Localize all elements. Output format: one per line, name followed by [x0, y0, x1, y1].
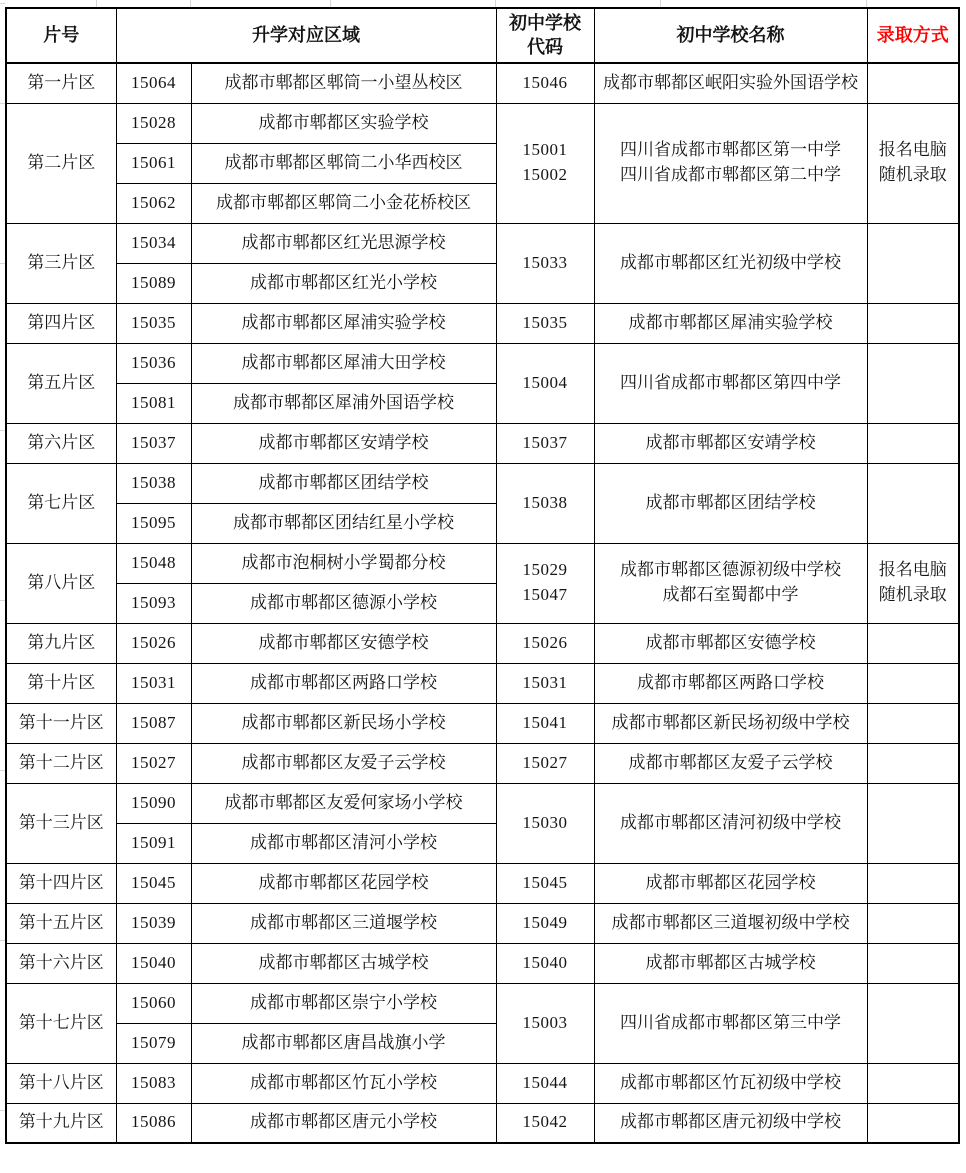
header-admission: 录取方式: [867, 8, 959, 63]
area-code-cell: [116, 983, 191, 1023]
table-row: [6, 903, 959, 943]
district-cell: [6, 103, 116, 223]
district-cell: [6, 623, 116, 663]
area-school-cell: [191, 1103, 496, 1143]
cell-line: 第十片区: [27, 672, 96, 692]
table-row: [6, 543, 959, 583]
cell-line: 15038: [131, 472, 176, 492]
cell-line: 报名电脑随机录取: [878, 560, 947, 604]
area-code-cell: [116, 903, 191, 943]
cell-line: 第六片区: [27, 432, 96, 452]
cell-line: 四川省成都市郫都区第二中学: [620, 165, 841, 184]
mid-name-cell: [594, 703, 867, 743]
area-school-cell: [191, 103, 496, 143]
mid-code-cell: [496, 903, 594, 943]
cell-line: 四川省成都市郫都区第四中学: [620, 372, 841, 392]
cell-line: 成都市郫都区安靖学校: [258, 432, 429, 452]
area-school-cell: [191, 423, 496, 463]
cell-line: 15049: [522, 912, 568, 932]
area-code-cell: [116, 263, 191, 303]
mid-name-cell: [594, 543, 867, 623]
cell-line: 15026: [522, 632, 568, 652]
table-row: [6, 663, 959, 703]
district-cell: [6, 743, 116, 783]
admission-cell: [867, 703, 959, 743]
cell-line: 15031: [522, 672, 568, 692]
area-school-cell: [191, 583, 496, 623]
cell-line: 成都市郫都区团结学校: [258, 472, 429, 492]
cell-line: 15030: [522, 812, 568, 832]
area-school-cell: [191, 503, 496, 543]
table-row: [6, 103, 959, 143]
cell-line: 第九片区: [27, 632, 96, 652]
area-school-cell: [191, 343, 496, 383]
district-cell: [6, 63, 116, 103]
area-school-cell: [191, 383, 496, 423]
cell-line: 15062: [131, 192, 176, 212]
cell-line: 成都市郫都区新民场初级中学校: [611, 712, 850, 732]
cell-line: 15004: [522, 372, 568, 392]
cell-line: 15041: [522, 712, 568, 732]
area-code-cell: [116, 863, 191, 903]
district-cell: [6, 703, 116, 743]
mid-name-cell: [594, 743, 867, 783]
table-row: [6, 783, 959, 823]
mid-code-cell: [496, 1063, 594, 1103]
header-mid-code: 初中学校代码: [496, 8, 594, 63]
table-row: [6, 343, 959, 383]
area-school-cell: [191, 623, 496, 663]
cell-line: 15048: [131, 552, 176, 572]
district-cell: [6, 223, 116, 303]
cell-line: 15039: [131, 912, 176, 932]
cell-line: 第十二片区: [18, 752, 104, 772]
admission-cell: [867, 663, 959, 703]
area-code-cell: [116, 663, 191, 703]
area-school-cell: [191, 1063, 496, 1103]
mid-name-cell: [594, 63, 867, 103]
cell-line: 15040: [522, 952, 568, 972]
cell-line: 成都市郫都区古城学校: [258, 952, 429, 972]
cell-line: 第十六片区: [18, 952, 104, 972]
district-cell: [6, 343, 116, 423]
cell-line: 成都市郫都区清河小学校: [250, 832, 437, 852]
area-school-cell: [191, 1023, 496, 1063]
mid-name-cell: [594, 103, 867, 223]
cell-line: 成都市郫都区红光小学校: [250, 272, 437, 292]
cell-line: 成都市泡桐树小学蜀都分校: [241, 552, 446, 572]
cell-line: 成都市郫都区红光思源学校: [241, 232, 446, 252]
mid-code-cell: [496, 103, 594, 223]
cell-line: 15036: [131, 352, 176, 372]
area-code-cell: [116, 703, 191, 743]
admission-cell: [867, 623, 959, 663]
cell-line: 15045: [522, 872, 568, 892]
area-school-cell: [191, 663, 496, 703]
admission-cell: [867, 903, 959, 943]
header-district: 片号: [6, 8, 116, 63]
cell-line: 报名电脑随机录取: [878, 140, 947, 184]
cell-line: 四川省成都市郫都区第一中学: [620, 140, 841, 160]
admission-cell: [867, 343, 959, 423]
cell-line: 成都市郫都区花园学校: [258, 872, 429, 892]
admission-cell: [867, 943, 959, 983]
cell-line: 成都市郫都区新民场小学校: [241, 712, 446, 732]
mid-name-cell: [594, 223, 867, 303]
cell-line: 成都市郫都区郫筒二小金花桥校区: [216, 192, 471, 212]
area-school-cell: [191, 783, 496, 823]
cell-line: 四川省成都市郫都区第三中学: [620, 1012, 841, 1032]
cell-line: 成都市郫都区两路口学校: [250, 672, 437, 692]
mid-name-cell: [594, 423, 867, 463]
admission-cell: [867, 543, 959, 623]
cell-line: 15027: [131, 752, 176, 772]
cell-line: 15027: [522, 752, 568, 772]
cell-line: 15001: [522, 140, 568, 160]
table-row: [6, 63, 959, 103]
cell-line: 15034: [131, 232, 176, 252]
mid-name-cell: [594, 783, 867, 863]
cell-line: 成都市郫都区清河初级中学校: [620, 812, 841, 832]
cell-line: 15079: [131, 1032, 176, 1052]
cell-line: 第四片区: [27, 312, 96, 332]
header-mid-name: 初中学校名称: [594, 8, 867, 63]
area-code-cell: [116, 1023, 191, 1063]
cell-line: 15083: [131, 1072, 176, 1092]
cell-line: 15029: [522, 560, 568, 580]
cell-line: 15046: [522, 72, 568, 92]
cell-line: 15090: [131, 792, 176, 812]
area-school-cell: [191, 223, 496, 263]
admission-cell: [867, 423, 959, 463]
mid-name-cell: [594, 863, 867, 903]
mid-code-cell: [496, 423, 594, 463]
cell-line: 成都市郫都区唐元初级中学校: [620, 1112, 841, 1132]
area-code-cell: [116, 303, 191, 343]
mid-code-cell: [496, 983, 594, 1063]
header-area: 升学对应区域: [116, 8, 496, 63]
mid-code-cell: [496, 543, 594, 623]
header-row: [6, 8, 959, 63]
table-row: [6, 623, 959, 663]
cell-line: 成都市郫都区犀浦实验学校: [241, 312, 446, 332]
area-school-cell: [191, 823, 496, 863]
admission-cell: [867, 103, 959, 223]
cell-line: 成都市郫都区德源小学校: [250, 592, 437, 612]
area-code-cell: [116, 343, 191, 383]
mid-name-cell: [594, 943, 867, 983]
area-school-cell: [191, 263, 496, 303]
cell-line: 成都市郫都区团结学校: [645, 492, 816, 512]
area-code-cell: [116, 103, 191, 143]
area-code-cell: [116, 143, 191, 183]
cell-line: 成都市郫都区团结红星小学校: [233, 512, 454, 532]
mid-name-cell: [594, 983, 867, 1063]
cell-line: 成都市郫都区竹瓦小学校: [250, 1072, 437, 1092]
admission-cell: [867, 783, 959, 863]
cell-line: 成都市郫都区犀浦实验学校: [628, 312, 833, 332]
cell-line: 15045: [131, 872, 176, 892]
area-school-cell: [191, 143, 496, 183]
cell-line: 成都市郫都区两路口学校: [637, 672, 824, 692]
area-code-cell: [116, 463, 191, 503]
cell-line: 成都市郫都区唐昌战旗小学: [241, 1032, 446, 1052]
cell-line: 15033: [522, 252, 568, 272]
mid-code-cell: [496, 943, 594, 983]
cell-line: 成都市郫都区实验学校: [258, 112, 429, 132]
cell-line: 15087: [131, 712, 176, 732]
mid-code-cell: [496, 663, 594, 703]
area-code-cell: [116, 223, 191, 263]
cell-line: 成都市郫都区友爱子云学校: [628, 752, 833, 772]
cell-line: 第十八片区: [18, 1072, 104, 1092]
mid-name-cell: [594, 623, 867, 663]
district-cell: [6, 783, 116, 863]
table-row: [6, 303, 959, 343]
cell-line: 15037: [522, 432, 568, 452]
admission-cell: [867, 303, 959, 343]
district-cell: [6, 1063, 116, 1103]
area-school-cell: [191, 63, 496, 103]
cell-line: 第三片区: [27, 252, 96, 272]
table-row: [6, 1103, 959, 1143]
cell-line: 成都石室蜀都中学: [662, 585, 799, 604]
cell-line: 成都市郫都区竹瓦初级中学校: [620, 1072, 841, 1092]
mid-name-cell: [594, 903, 867, 943]
cell-line: 成都市郫都区犀浦大田学校: [241, 352, 446, 372]
cell-line: 第十四片区: [18, 872, 104, 892]
mid-code-cell: [496, 303, 594, 343]
admission-cell: [867, 463, 959, 543]
table-row: [6, 703, 959, 743]
mid-name-cell: [594, 343, 867, 423]
cell-line: 15038: [522, 492, 568, 512]
area-code-cell: [116, 583, 191, 623]
mid-code-cell: [496, 1103, 594, 1143]
mid-name-cell: [594, 463, 867, 543]
gridline-tick: [190, 0, 191, 7]
cell-line: 15031: [131, 672, 176, 692]
cell-line: 第七片区: [27, 492, 96, 512]
mid-code-cell: [496, 63, 594, 103]
district-cell: [6, 303, 116, 343]
mid-code-cell: [496, 343, 594, 423]
cell-line: 15091: [131, 832, 176, 852]
cell-line: 第八片区: [27, 572, 96, 592]
gridline-tick: [330, 0, 331, 7]
cell-line: 第一片区: [27, 72, 96, 92]
admission-cell: [867, 1063, 959, 1103]
area-code-cell: [116, 183, 191, 223]
mid-name-cell: [594, 1103, 867, 1143]
cell-line: 成都市郫都区唐元小学校: [250, 1112, 437, 1132]
district-cell: [6, 663, 116, 703]
gridline-tick: [0, 3, 5, 4]
table-row: [6, 223, 959, 263]
cell-line: 15064: [131, 72, 176, 92]
cell-line: 15086: [131, 1112, 176, 1132]
admission-cell: [867, 63, 959, 103]
cell-line: 15095: [131, 512, 176, 532]
table-row: [6, 863, 959, 903]
cell-line: 第十九片区: [18, 1112, 104, 1132]
mid-code-cell: [496, 623, 594, 663]
area-code-cell: [116, 823, 191, 863]
mid-name-cell: [594, 303, 867, 343]
cell-line: 成都市郫都区郫筒一小望丛校区: [224, 72, 463, 92]
area-school-cell: [191, 903, 496, 943]
admission-cell: [867, 223, 959, 303]
cell-line: 成都市郫都区郫筒二小华西校区: [224, 152, 463, 172]
cell-line: 第十五片区: [18, 912, 104, 932]
gridline-tick: [866, 0, 867, 7]
area-code-cell: [116, 543, 191, 583]
cell-line: 成都市郫都区岷阳实验外国语学校: [603, 72, 858, 92]
mid-code-cell: [496, 863, 594, 903]
district-cell: [6, 1103, 116, 1143]
cell-line: 成都市郫都区德源初级中学校: [620, 560, 841, 580]
school-district-table: [5, 7, 960, 1144]
cell-line: 成都市郫都区友爱子云学校: [241, 752, 446, 772]
table-row: [6, 1063, 959, 1103]
cell-line: 15040: [131, 952, 176, 972]
table-body: [6, 63, 959, 1143]
cell-line: 成都市郫都区崇宁小学校: [250, 992, 437, 1012]
cell-line: 成都市郫都区安德学校: [258, 632, 429, 652]
cell-line: 15028: [131, 112, 176, 132]
cell-line: 第十一片区: [18, 712, 104, 732]
mid-code-cell: [496, 463, 594, 543]
cell-line: 第十三片区: [18, 812, 104, 832]
area-code-cell: [116, 1103, 191, 1143]
cell-line: 15060: [131, 992, 176, 1012]
table-row: [6, 743, 959, 783]
cell-line: 成都市郫都区安靖学校: [645, 432, 816, 452]
cell-line: 第十七片区: [18, 1012, 104, 1032]
area-school-cell: [191, 303, 496, 343]
cell-line: 成都市郫都区红光初级中学校: [620, 252, 841, 272]
area-code-cell: [116, 623, 191, 663]
district-cell: [6, 943, 116, 983]
cell-line: 15003: [522, 1012, 568, 1032]
area-code-cell: [116, 383, 191, 423]
cell-line: 成都市郫都区犀浦外国语学校: [233, 392, 454, 412]
cell-line: 15002: [522, 165, 568, 184]
area-code-cell: [116, 1063, 191, 1103]
area-code-cell: [116, 423, 191, 463]
mid-code-cell: [496, 783, 594, 863]
cell-line: 15037: [131, 432, 176, 452]
area-school-cell: [191, 703, 496, 743]
cell-line: 15042: [522, 1112, 568, 1132]
cell-line: 成都市郫都区花园学校: [645, 872, 816, 892]
mid-code-cell: [496, 223, 594, 303]
admission-cell: [867, 1103, 959, 1143]
cell-line: 15089: [131, 272, 176, 292]
district-cell: [6, 463, 116, 543]
area-school-cell: [191, 463, 496, 503]
cell-line: 15026: [131, 632, 176, 652]
cell-line: 15047: [522, 585, 568, 604]
cell-line: 成都市郫都区安德学校: [645, 632, 816, 652]
cell-line: 第五片区: [27, 372, 96, 392]
cell-line: 成都市郫都区三道堰学校: [250, 912, 437, 932]
area-code-cell: [116, 783, 191, 823]
cell-line: 15044: [522, 1072, 568, 1092]
area-school-cell: [191, 543, 496, 583]
area-school-cell: [191, 743, 496, 783]
mid-name-cell: [594, 1063, 867, 1103]
cell-line: 成都市郫都区三道堰初级中学校: [611, 912, 850, 932]
area-school-cell: [191, 863, 496, 903]
table-row: [6, 423, 959, 463]
gridline-tick: [96, 0, 97, 7]
district-cell: [6, 863, 116, 903]
area-code-cell: [116, 63, 191, 103]
cell-line: 成都市郫都区友爱何家场小学校: [224, 792, 463, 812]
area-code-cell: [116, 743, 191, 783]
cell-line: 成都市郫都区古城学校: [645, 952, 816, 972]
area-school-cell: [191, 183, 496, 223]
table-row: [6, 983, 959, 1023]
district-cell: [6, 983, 116, 1063]
cell-line: 15081: [131, 392, 176, 412]
cell-line: 15061: [131, 152, 176, 172]
gridline-tick: [660, 0, 661, 7]
mid-name-cell: [594, 663, 867, 703]
district-cell: [6, 543, 116, 623]
gridline-tick: [495, 0, 496, 7]
cell-line: 15093: [131, 592, 176, 612]
mid-code-cell: [496, 743, 594, 783]
area-code-cell: [116, 943, 191, 983]
table-row: [6, 463, 959, 503]
cell-line: 15035: [131, 312, 176, 332]
admission-cell: [867, 863, 959, 903]
table-row: [6, 943, 959, 983]
admission-cell: [867, 743, 959, 783]
area-school-cell: [191, 983, 496, 1023]
cell-line: 15035: [522, 312, 568, 332]
cell-line: 第二片区: [27, 152, 96, 172]
admission-cell: [867, 983, 959, 1063]
area-school-cell: [191, 943, 496, 983]
mid-code-cell: [496, 703, 594, 743]
district-cell: [6, 903, 116, 943]
area-code-cell: [116, 503, 191, 543]
district-cell: [6, 423, 116, 463]
